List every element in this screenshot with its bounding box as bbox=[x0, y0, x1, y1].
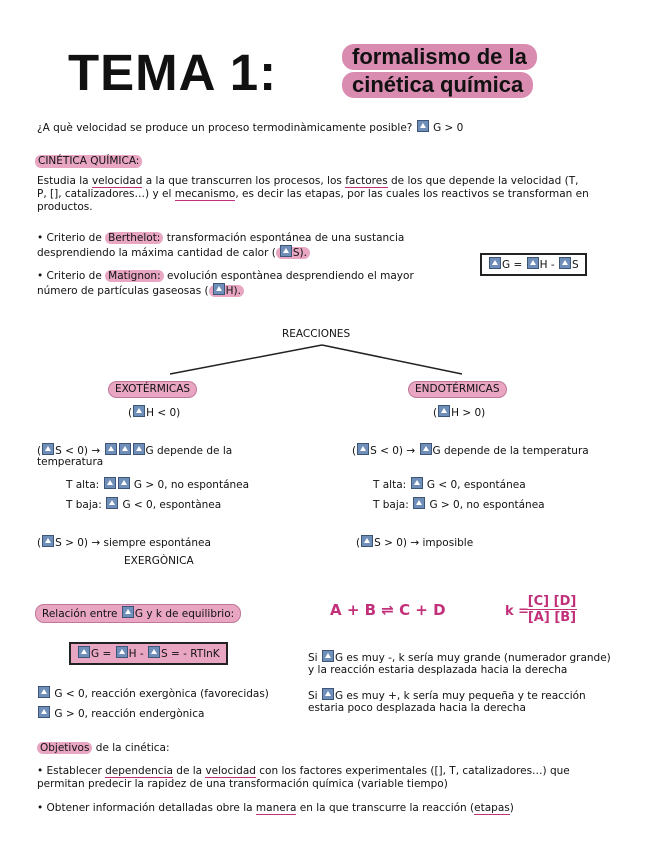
text: G < 0, reacción exergònica (favorecidas) bbox=[54, 688, 269, 700]
intro-question: ¿A què velocidad se produce un proceso termodinàmicamente posible? bbox=[37, 122, 413, 134]
page-title: TEMA 1: bbox=[68, 44, 278, 101]
text: G > 0, no espontánea bbox=[429, 499, 545, 511]
endo-case2: ( S > 0) → imposible bbox=[356, 537, 474, 549]
text: ) bbox=[509, 802, 514, 814]
text: S). bbox=[292, 247, 307, 259]
text: S > 0) → siempre espontánea bbox=[55, 537, 211, 549]
text: H - bbox=[128, 648, 144, 660]
delta-icon bbox=[133, 405, 145, 417]
si1-line2: y la reacción estaria desplazada hacia la derecha bbox=[308, 664, 568, 676]
text: T alta: bbox=[373, 479, 407, 491]
delta-icon bbox=[42, 443, 54, 455]
text: T baja: bbox=[66, 499, 102, 511]
text: evolución espontànea desprendiendo el mayor bbox=[166, 270, 414, 282]
exo-case1-cont: temperatura bbox=[37, 456, 104, 468]
endo-case1: ( S < 0) → G depende de la temperatura bbox=[352, 445, 589, 457]
keyword-mecanismo: mecanismo bbox=[174, 188, 236, 200]
endo-tbaja bbox=[373, 497, 545, 512]
text: • Obtener información detalladas obre la bbox=[37, 802, 253, 814]
delta-icon bbox=[411, 477, 423, 489]
objetivo1-line2: permitan predecir la rapidez de una transformación química (variable tiempo) bbox=[37, 778, 448, 790]
keyword-matignon: Matignon: bbox=[105, 270, 163, 282]
keyword-manera: manera bbox=[255, 802, 297, 814]
delta-icon bbox=[322, 688, 334, 700]
equilibrio-equation-box bbox=[69, 642, 228, 665]
delta-icon bbox=[104, 477, 116, 489]
text: G y k de equilibrio: bbox=[134, 608, 235, 620]
text: • Criterio de bbox=[37, 270, 102, 282]
equilibrio-heading bbox=[35, 604, 241, 623]
delta-icon bbox=[116, 646, 128, 658]
g-positive-line bbox=[37, 706, 204, 721]
text: Si bbox=[308, 690, 318, 702]
si2-line1 bbox=[308, 688, 586, 703]
text: T baja: bbox=[373, 499, 409, 511]
text: G > 0, reacción endergònica bbox=[54, 708, 205, 720]
text: G < 0, espontánea bbox=[426, 479, 526, 491]
text: G < 0, espontànea bbox=[122, 499, 222, 511]
reacciones-title: REACCIONES bbox=[282, 328, 351, 340]
branch-line-right bbox=[322, 345, 462, 374]
text: G depende de la bbox=[145, 445, 233, 457]
objetivo1-line1 bbox=[37, 765, 570, 778]
delta-icon bbox=[38, 686, 50, 698]
text: S > 0) → imposible bbox=[374, 537, 474, 549]
delta-icon bbox=[420, 443, 432, 455]
delta-icon bbox=[119, 443, 131, 455]
objetivos-heading bbox=[37, 742, 170, 755]
text: desprendiendo la máxima cantidad de calor ( bbox=[37, 247, 276, 259]
exo-talta bbox=[66, 477, 249, 492]
text: G = bbox=[91, 648, 112, 660]
delta-icon bbox=[42, 535, 54, 547]
si2-line2: estaria poco desplazada hacia la derecha bbox=[308, 702, 526, 714]
delta-icon bbox=[38, 706, 50, 718]
subtitle-line2: cinética química bbox=[342, 72, 533, 98]
text: de la bbox=[176, 765, 203, 777]
cinetica-line3: productos. bbox=[37, 201, 93, 213]
text: T alta: bbox=[66, 479, 100, 491]
text: , es decir las etapas, por las cuales los reactivos se transforman en bbox=[235, 188, 589, 200]
keyword-objetivos: Objetivos bbox=[37, 742, 92, 754]
delta-icon bbox=[413, 497, 425, 509]
exo-tbaja bbox=[66, 497, 221, 512]
text: a la que transcurren los procesos, los bbox=[145, 175, 342, 187]
objetivo2-line bbox=[37, 802, 514, 815]
text: S = - RTlnK bbox=[161, 648, 220, 660]
text: S < 0) → bbox=[370, 445, 416, 457]
text: Si bbox=[308, 652, 318, 664]
delta-icon bbox=[133, 443, 145, 455]
delta-icon bbox=[78, 646, 90, 658]
keyword-factores: factores bbox=[345, 175, 388, 187]
exotermicas-label: EXOTÉRMICAS bbox=[108, 381, 197, 398]
delta-icon bbox=[357, 443, 369, 455]
exo-condition: ( H < 0) bbox=[128, 407, 181, 419]
keyword-berthelot: Berthelot: bbox=[105, 232, 163, 244]
k-label: k = bbox=[505, 604, 530, 619]
si1-line1 bbox=[308, 650, 611, 665]
text: G = bbox=[502, 259, 523, 271]
text: de los que depende la velocidad (T, bbox=[391, 175, 579, 187]
k-fraction bbox=[527, 594, 577, 625]
endotermicas-label: ENDOTÉRMICAS bbox=[408, 381, 507, 398]
text: H - bbox=[539, 259, 555, 271]
text: con los factores experimentales ([], T, catalizadores…) que bbox=[259, 765, 570, 777]
text: • Criterio de bbox=[37, 232, 102, 244]
delta-icon bbox=[118, 477, 130, 489]
k-numerator: [C] [D] bbox=[527, 594, 577, 609]
text: P, [], catalizadores…) y el bbox=[37, 188, 172, 200]
text: Relación entre bbox=[42, 608, 118, 620]
text: G > 0, no espontánea bbox=[133, 479, 250, 491]
text: S bbox=[572, 259, 579, 271]
delta-icon bbox=[106, 497, 118, 509]
text: número de partículas gaseosas ( bbox=[37, 285, 209, 297]
subtitle-line1: formalismo de la bbox=[342, 44, 537, 70]
keyword-velocidad: velocidad bbox=[205, 765, 256, 777]
delta-icon bbox=[105, 443, 117, 455]
exo-case1: ( S < 0) → G depende de la bbox=[37, 445, 233, 457]
keyword-velocidad: velocidad bbox=[91, 175, 143, 187]
k-denominator: [A] [B] bbox=[527, 610, 577, 625]
reaction-equation: A + B ⇌ C + D bbox=[330, 601, 446, 619]
exergonica-label: EXERGÒNICA bbox=[124, 555, 194, 567]
delta-icon bbox=[361, 535, 373, 547]
branch-line-left bbox=[170, 345, 322, 374]
text: G es muy -, k sería muy grande (numerador grande) bbox=[334, 652, 611, 664]
text: Estudia la bbox=[37, 175, 89, 187]
delta-icon bbox=[122, 606, 134, 618]
text: H < 0) bbox=[146, 407, 181, 419]
cinetica-heading: CINÉTICA QUÍMICA: bbox=[35, 155, 142, 168]
text: H > 0) bbox=[451, 407, 486, 419]
intro-condition: G > 0 bbox=[433, 122, 464, 134]
endo-condition: ( H > 0) bbox=[433, 407, 486, 419]
text: • Establecer bbox=[37, 765, 102, 777]
text: transformación espontánea de una sustancia bbox=[166, 232, 405, 244]
g-negative-line bbox=[37, 686, 269, 701]
tree-lines bbox=[0, 0, 655, 400]
text: de la cinética: bbox=[95, 742, 170, 754]
endo-talta bbox=[373, 477, 526, 492]
text: H). bbox=[225, 285, 241, 297]
text: en la que transcurre la reacción ( bbox=[299, 802, 475, 814]
exo-case2: ( S > 0) → siempre espontánea bbox=[37, 537, 211, 549]
delta-icon bbox=[148, 646, 160, 658]
delta-icon bbox=[322, 650, 334, 662]
text: G depende de la temperatura bbox=[432, 445, 589, 457]
text: S < 0) → bbox=[55, 445, 101, 457]
keyword-dependencia: dependencia bbox=[105, 765, 173, 777]
text: G es muy +, k sería muy pequeña y te reacción bbox=[334, 690, 586, 702]
delta-icon bbox=[438, 405, 450, 417]
keyword-etapas: etapas bbox=[474, 802, 510, 814]
